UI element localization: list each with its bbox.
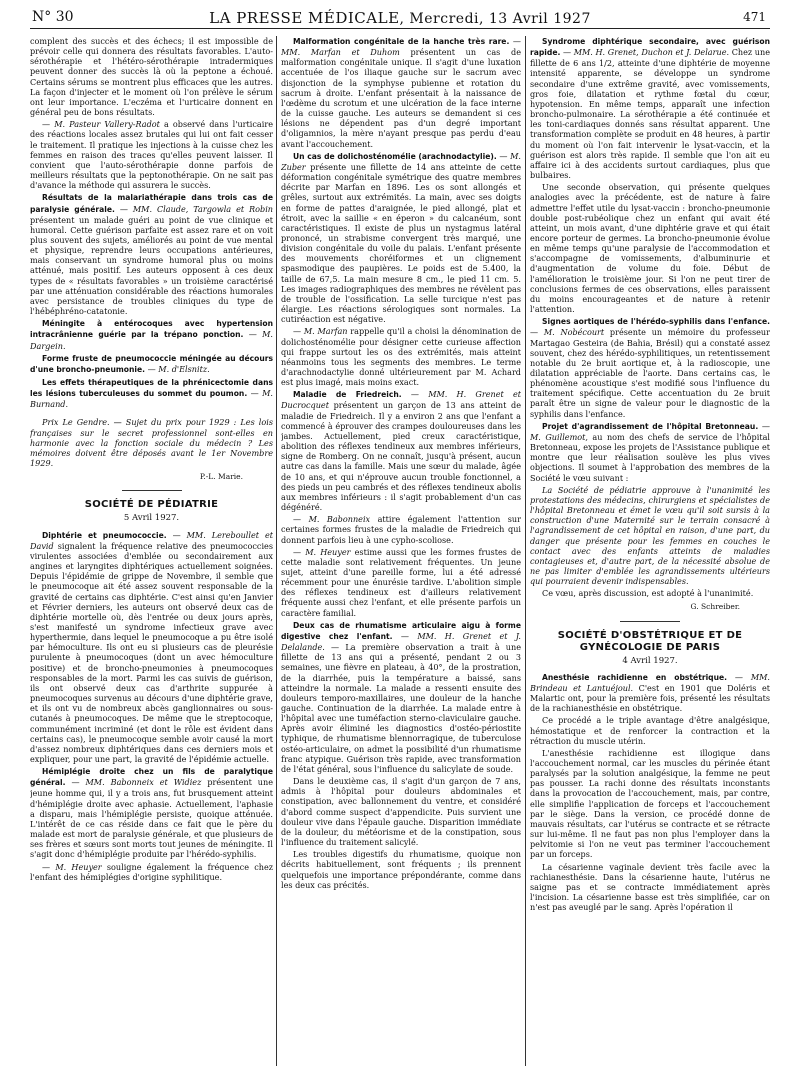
author: MM. Brindeau et Lantuéjoul. [530,671,770,693]
resolution-text: La Société de pédiatrie approuve à l'unanimité les protestations des médecins, chirurgiens et spécialistes de l'hôpital Bretonneau et émet le vœu qu'il soit sursis à la construction d'une Maternité sur le terrain consacré à l'agrandissement de cet hôpital en raison, d'une part, du danger que présente pour les femmes en couches le contact avec des enfants atteints de maladies contagieuses et, d'autre part, de la nécessité absolue de ne pas limiter d'emblée les agrandissements ultérieurs qui pourraient devenir indispensables. [530,484,770,587]
author: M. Nobécourt [543,327,605,338]
article-heading: Un cas de dolichosténomélie (arachnodactylie). [293,151,497,161]
paragraph: Un cas de dolichosténomélie (arachnodactylie). — M. Zuber présente une fillette de 14 ans atteinte de cette déformation congénitale symétrique des quatre membres décrite par Marfan en 1896. Les os sont allongés et grêles, surtout aux extrémités. La main, avec ses doigts en forme de pattes d'araignée, le pied allongé, plat et étroit, avec la saillie « en éperon » du calcanéum, sont caractéristiques. Il existe de plus un nystagmus latéral prononcé, un strabisme convergent très marqué, une division congénitale du voile du palais. L'enfant présente des mouvements choréiformes et un clignement spasmodique des paupières. Le poids est de 5.400, la taille de 67,5. La main mesure 8 cm., le pied 11 cm. 5. Les images radiographiques des membres ne révèlent pas de trouble de l'ossification. La selle turcique n'est pas élargie. Les réactions sérologiques sont normales. La cutiréaction est négative. [281,150,521,325]
paragraph-text: signalent la fréquence relative des pneumococcies virulentes associées d'emblée ou secondairement aux angines et laryngites diphtériques actuellement soignées. Depuis l'épidémie de grippe de Novembre, il semble que le pneumocoque ait été assez souvent responsable de la gravité de certains cas diphtérie. C'est ainsi qu'en Janvier et Février derniers, les auteurs ont observé deux cas de diphtérie mortelle où, dès l'entrée ou deux jours après, s'est manifesté un syndrome infectieux grave avec hyperthermie, dans lequel le pneumocoque a pu être isolé par hémoculture. Ils ont eu si plusieurs cas de pleurésie purulente à pneumocoques (dont un avec hémoculture positive) et de broncho-pneumonies à pneumocoques responsables de la mort. Parmi les cas suivis de guérison, ils ont observé deux cas d'arthrite suppurée à pneumocoques survenus au décours d'une diphtérie grave, et ils ont vu de nombreux abcès ganglionnaires ou sous-cutanés à pneumocoques. De même que le streptocoque, communément incriminé (et dont le rôle est évident dans certains cas), le pneumocoque semble avoir causé la mort d'assez nombreux diphtériques dans ces derniers mois et expliquer, pour une part, la gravité de l'épidémie actuelle. [30,540,273,764]
author: M. d'Elsnitz. [158,363,210,374]
paragraph-text: — La première observation a trait à une fillette de 13 ans qui a présenté, pendant 2 ou 3 semaines, une fièvre en plateau, à 40°, de la prostration, de la diarrhée, puis la température a baissé, sans atteindre la normale. La malade a ressenti ensuite des douleurs temporo-maxillaires, une douleur de la hanche gauche. Continuation de la diarrhée. La malade entre à l'hôpital avec une tuméfaction sterno-claviculaire gauche. Après avoir éliminé les diagnostics d'ostéo-périostite typhique, de rhumatisme blennorragique, de tuberculose ostéo-articulaire, on admet la possibilité d'un rhumatisme franc atypique. Guérison très rapide, avec transformation de l'état général, sous l'influence du salicylate de soude. [281,642,521,774]
article-heading: Méningite à entérocoques avec hypertension intracrânienne guérie par la trépano ponction. [30,319,273,340]
masthead [30,9,770,27]
paragraph: Diphtérie et pneumococcie. — MM. Lereboullet et David signalent la fréquence relative des pneumococcies virulentes associées d'emblée ou secondairement aux angines et laryngites diphtériques actuellement soignées. Depuis l'épidémie de grippe de Novembre, il semble que le pneumocoque ait été assez souvent responsable de la gravité de certains cas diphtérie. C'est ainsi qu'en Janvier et Février derniers, les auteurs ont observé deux cas de diphtérie mortelle où, dès l'entrée ou deux jours après, s'est manifesté un syndrome infectieux grave avec hyperthermie, dans lequel le pneumocoque a pu être isolé par hémoculture. Ils ont eu si plusieurs cas de pleurésie purulente à pneumocoques (dont un avec hémoculture positive) et de broncho-pneumonies à pneumocoques responsables de la mort. Parmi les cas suivis de guérison, ils ont observé deux cas d'arthrite suppurée à pneumocoques survenus au décours d'une diphtérie grave, et ils ont vu de nombreux abcès ganglionnaires ou sous-cutanés à pneumocoques. De même que le streptocoque, communément incriminé (et dont le rôle est évident dans certains cas), le pneumocoque semble avoir causé la mort d'assez nombreux diphtériques dans ces derniers mois et expliquer, pour une part, la gravité de l'épidémie actuelle. [30,529,273,764]
issue-date: , Mercredi, 13 Avril 1927 [399,11,591,27]
paragraph: Malformation congénitale de la hanche très rare. — MM. Marfan et Duhom présentent un cas de malformation congénitale unique. Il s'agit d'une luxation accentuée de l'os iliaque gauche sur le sacrum avec disjonction de la symphyse pubienne et rotation du sacrum à droite. L'enfant présentait à la naissance de l'œdème du scrotum et une ulcération de la face interne de la cuisse gauche. Les auteurs se demandent si ces lésions ne dépendent pas d'un degré important d'oligamnios, la mère n'ayant presque pas perdu d'eau avant l'accouchement. [281,36,521,149]
article-heading: Maladie de Friedreich. [293,390,402,400]
section-date: 4 Avril 1927. [622,655,678,666]
paragraph: L'anesthésie rachidienne est illogique dans l'accouchement normal, car les muscles du périnée étant paralysés par la solution analgésique, la femme ne peut pas pousser. La rachi donne des résultats inconstants dans la provocation de l'accouchement, mais, par contre, elle simplifie l'application de forceps et l'accouchement par le siège. Dans la version, ce procédé donne de mauvais résultats, car l'utérus se contracte et se rétracte sur lui-même. Il ne faut pas non plus l'employer dans la pelvitomie si l'on ne veut pas terminer l'accouchement par un forceps. [530,747,770,860]
author: M. Burnand. [30,388,273,410]
author: M. Marfan [303,326,348,337]
paragraph-text: présentent une jeune homme qui, il y a trois ans, fut brusquement atteint d'hémiplégie droite avec aphasie. Actuellement, l'aphasie a disparu, mais l'hémiplégie persiste, quoique atténuée. L'intérêt de ce cas réside dans ce fait que le père du malade est mort de paralysie générale, et que plusieurs de ses frères et sœurs sont morts tout jeunes de méningite. Il s'agit donc d'hémiplégie produite par l'hérédo-syphilis. [30,777,273,860]
column-3 [530,36,770,1072]
paragraph: La césarienne vaginale devient très facile avec la rachianesthésie. Dans la césarienne haute, l'utérus ne saigne pas et se contracte immédiatement après l'incision. La césarienne basse est très simplifiée, car on n'est pas aveuglé par le sang. Après l'opération il [530,861,770,913]
author: M. Babonneix [308,514,371,525]
author: M. Zuber [281,150,521,172]
paragraph-text: attire également l'attention sur certaines formes frustes de la maladie de Friedreich qui donnent parfois lieu à une cypho-scoliose. [281,514,521,545]
article-heading: Projet d'agrandissement de l'hôpital Bretonneau. [542,421,759,431]
paragraph: Signes aortiques de l'hérédo-syphilis dans l'enfance. — M. Nobécourt présente un mémoire du professeur Martagao Gesteira (de Bahia, Brésil) qui a constaté assez souvent, chez des hérédo-syphilitiques, un retentissement notable du 2e bruit aortique et, à la radioscopie, une dilatation appréciable de l'aorte. Dans certains cas, le phénomène acoustique s'est modifié sous l'influence du traitement spécifique. Cette accentuation du 2e bruit paraît être un signe de valeur pour le diagnostic de la syphilis dans l'enfance. [530,317,770,419]
paragraph-text: estime aussi que les formes frustes de cette maladie sont relativement fréquentes. Un jeune sujet, atteint d'une pareille forme, lui a été adressé récemment pour une énurésie tardive. L'abolition simple des réflexes tendineux est d'ailleurs relativement fréquente aussi chez l'enfant, et elle présente parfois un caractère familial. [281,546,521,618]
author: MM. Lereboullet et David [30,529,273,551]
divider [620,621,680,622]
article-heading: Forme fruste de pneumococcie méningée au décours d'une broncho-pneumonie. [30,353,273,374]
paragraph-text: — Sujet du prix pour 1929 : Les lois françaises sur le secret professionnel sont-elles en harmonie avec la fonction sociale du médecin ? Les mémoires doivent être déposés avant le 1er Novembre 1929. [30,417,273,469]
author: MM. Marfan et Duhom [281,47,400,58]
paragraph: Syndrome diphtérique secondaire, avec guérison rapide. — MM. H. Grenet, Duchon et J. Delarue. Chez une fillette de 6 ans 1/2, atteinte d'une diphtérie de moyenne intensité apparente, se développe un syndrome secondaire d'une extrême gravité, avec vomissements, gros foie, dilatation et rythme fœtal du cœur, hypotension. En même temps, apparaît une infection broncho-pulmonaire. La sérothérapie a été continuée et les toni-cardiaques donnés sans résultat apparent. Une transformation complète se produit en 48 heures, à partir du moment où l'on fait intervenir le lysat-vaccin, et la guérison est alors très rapide. Il semble que l'on ait eu affaire ici à des accidents surtout cardiaques, plus que bulbaires. [530,37,770,181]
paragraph: — M. Babonneix attire également l'attention sur certaines formes frustes de la maladie de Friedreich qui donnent parfois lieu à une cypho-scoliose. [281,514,521,545]
author: M. Dargein. [30,329,273,351]
author: MM. H. Grenet et Ducrocquet [281,389,521,411]
prize-name: Prix Le Gendre. [42,417,110,428]
paragraph: Maladie de Friedreich. — MM. H. Grenet et Ducrocquet présentent un garçon de 13 ans atteint de maladie de Friedreich. Il y a environ 2 ans que l'enfant a commencé à éprouver des crampes douloureuses dans les jambes. Actuellement, pied creux caractéristique, abolition des réflexes tendineux aux membres inférieurs, signe de Romberg. On ne connaît, jusqu'à présent, aucun autre cas dans la famille. Mais une sœur du malade, âgée de 10 ans, et qui n'éprouve aucun trouble fonctionnel, a des pieds un peu cambrés et des réflexes tendineux abolis aux membres inférieurs : il s'agit probablement d'un cas dégénéré. [281,389,521,513]
section-heading: SOCIÉTÉ DE PÉDIATRIE [84,499,219,511]
paragraph: Résultats de la malariathérapie dans trois cas de paralysie générale. — MM. Claude, Targowla et Robin présentent un malade guéri au point de vue clinique et humoral. Cette guérison parfaite est assez rare et on voit plus souvent des sujets, améliorés au point de vue mental et physique, reprendre leurs occupations antérieures, mais conservant un syndrome humoral plus ou moins atténué, mais positif. Les auteurs opposent à ces deux types de « résultats favorables » un troisième caractérisé par une atténuation considérable des réactions humorales avec persistance de troubles cliniques du type de l'hébéphréno-catatonie. [30,193,273,317]
paragraph: Méningite à entérocoques avec hypertension intracrânienne guérie par la trépano ponction. — M. Dargein. [30,319,273,351]
signature: G. Schreiber. [690,602,740,612]
page-header [30,6,770,29]
author: M. Pasteur Vallery-Radot [54,119,160,130]
paragraph: Ce vœu, après discussion, est adopté à l'unanimité. [542,588,754,599]
paragraph: Anesthésie rachidienne en obstétrique. — MM. Brindeau et Lantuéjoul. C'est en 1901 que Doléris et Malartic ont, pour la première fois, présenté les résultats de la rachianesthésie en obstétrique. [530,671,770,714]
column-2 [281,36,521,1072]
paragraph: Une seconde observation, qui présente quelques analogies avec la précédente, est de nature à faire admettre l'effet utile du lysat-vaccin : broncho-pneumonie double post-rubéolique chez un enfant qui avait été atteint, un mois avant, d'une diphtérie grave et qui était encore porteur de germes. La broncho-pneumonie évolue en même temps qu'une paralysie de l'accommodation et s'accompagne de vomissements, d'albuminurie et d'augmentation de volume du foie. Début de l'amélioration le troisième jour. Si l'on ne peut tirer de conclusions fermes de ces observations, elles paraissent du moins encourageantes et de nature à retenir l'attention. [530,182,770,315]
column-rule [276,36,277,1066]
author: M. Heuyer [55,861,102,872]
article-heading: Résultats de la malariathérapie dans trois cas de paralysie générale. [30,193,273,214]
paragraph: — M. Heuyer souligne également la fréquence chez l'enfant des hémiplégies d'origine syphilitique. [30,861,273,882]
article-heading: Deux cas de rhumatisme articulaire aigu à forme digestive chez l'enfant. [281,620,521,641]
author: MM. Babonneix et Widiez [85,777,202,788]
paragraph: Projet d'agrandissement de l'hôpital Bretonneau. — M. Guillemot, au nom des chefs de service de l'hôpital Bretonneau, expose les projets de l'Assistance publique et montre que leur réalisation soulève les plus vives objections. Il soumet à l'approbation des membres de la Société le vœu suivant : [530,420,770,483]
paragraph-text: présentent un garçon de 13 ans atteint de maladie de Friedreich. Il y a environ 2 ans que l'enfant a commencé à éprouver des crampes douloureuses dans les jambes. Actuellement, pied creux caractéristique, abolition des réflexes tendineux aux membres inférieurs, signe de Romberg. On ne connaît, jusqu'à présent, aucun autre cas dans la famille. Mais une sœur du malade, âgée de 10 ans, et qui n'éprouve aucun trouble fonctionnel, a des pieds un peu cambrés et des réflexes tendineux abolis aux membres inférieurs : il s'agit probablement d'un cas dégénéré. [281,400,521,513]
paragraph-text: a observé dans l'urticaire des réactions locales assez brutales qui lui ont fait cesser le traitement. Il pratique les injections à la cuisse chez les femmes en raison des traces qu'elles peuvent laisser. Il convient que l'auto-sérothérapie donne parfois de meilleurs résultats que la peptonothérapie. On ne sait pas d'avance la méthode qui assurera le succès. [30,119,273,191]
page-number: 471 [743,10,766,24]
column-rule [525,36,526,1066]
issue-number: N° 30 [32,9,74,25]
paragraph [30,417,273,468]
author: MM. H. Grenet et J. Delalande. [281,630,521,653]
article-heading: Les effets thérapeutiques de la phrénicectomie dans les lésions tuberculeuses du sommet du poumon. [30,378,273,399]
signature: P.-L. Marie. [199,472,243,482]
paragraph: Deux cas de rhumatisme articulaire aigu à forme digestive chez l'enfant. — MM. H. Grenet et J. Delalande. — La première observation a trait à une fillette de 13 ans qui a présenté, pendant 2 ou 3 semaines, une fièvre en plateau, à 40°, de la prostration, de la diarrhée, puis la température a baissé, sans atteindre la normale. La malade a ressenti ensuite des douleurs temporo-maxillaires, une douleur de la hanche gauche. Continuation de la diarrhée. La malade entre à l'hôpital avec une tuméfaction sterno-claviculaire gauche. Après avoir éliminé les diagnostics d'ostéo-périostite typhique, de rhumatisme blennorragique, de tuberculose ostéo-articulaire, on admet la possibilité d'un rhumatisme franc atypique. Guérison très rapide, avec transformation de l'état général, sous l'influence du salicylate de soude. [281,620,521,774]
paragraph-text: présentent un malade guéri au point de vue clinique et humoral. Cette guérison parfaite est assez rare et on voit plus souvent des sujets, améliorés au point de vue mental et physique, reprendre leurs occupations antérieures, mais conservant un syndrome humoral plus ou moins atténué, mais positif. Les auteurs opposent à ces deux types de « résultats favorables » un troisième caractérisé par une atténuation considérable des réactions humorales avec persistance de troubles cliniques du type de l'hébéphréno-catatonie. [30,214,273,317]
paragraph: Hémiplégie droite chez un fils de paralytique général. — MM. Babonneix et Widiez présentent une jeune homme qui, il y a trois ans, fut brusquement atteint d'hémiplégie droite avec aphasie. Actuellement, l'aphasie a disparu, mais l'hémiplégie persiste, quoique atténuée. L'intérêt de ce cas réside dans ce fait que le père du malade est mort de paralysie générale, et que plusieurs de ses frères et sœurs sont morts tout jeunes de méningite. Il s'agit donc d'hémiplégie produite par l'hérédo-syphilis. [30,767,273,860]
article-heading: Hémiplégie droite chez un fils de paralytique général. [30,767,273,788]
journal-title: LA PRESSE MÉDICALE [209,9,400,27]
author: MM. H. Grenet, Duchon et J. Delarue. [573,47,730,58]
paragraph: Forme fruste de pneumococcie méningée au décours d'une broncho-pneumonie. — M. d'Elsnitz. [30,353,273,374]
article-heading: Syndrome diphtérique secondaire, avec guérison rapide. [530,37,770,58]
divider [122,490,182,491]
article-heading: Diphtérie et pneumococcie. [42,530,167,540]
paragraph-text: présentent un cas de malformation congénitale unique. Il s'agit d'une luxation accentuée de l'os iliaque gauche sur le sacrum avec disjonction de la symphyse pubienne et rotation du sacrum à droite. L'enfant présentait à la naissance de l'œdème du scrotum et une ulcération de la face interne de la cuisse gauche. Les auteurs se demandent si ces lésions ne dépendent pas d'un degré important d'oligamnios, la mère n'ayant presque pas perdu d'eau avant l'accouchement. [281,47,521,149]
paragraph-text: présente une fillette de 14 ans atteinte de cette déformation congénitale symétrique des quatre membres décrite par Marfan en 1896. Les os sont allongés et grêles, surtout aux extrémités. La main, avec ses doigts en forme de pattes d'araignée, le pied allongé, plat et étroit, avec la saillie « en éperon » du calcanéum, sont caractéristiques. Il existe de plus un nystagmus latéral prononcé, un strabisme convergent très marqué, une division congénitale du voile du palais. L'enfant présente des mouvements choréiformes et un clignement spasmodique des paupières. Le poids est de 5.400, la taille de 67,5. La main mesure 8 cm., le pied 11 cm. 5. Les images radiographiques des membres ne révèlent pas de trouble de l'ossification. La selle turcique n'est pas élargie. Les réactions sérologiques sont normales. La cutiréaction est négative. [281,161,521,325]
paragraph-text: rappelle qu'il a choisi la dénomination de dolichosténomélie pour désigner cette curieuse affection qui frappe surtout les os des extrémités, mais atteint néanmoins tous les segments des membres. Le terme d'arachnodactylie donné ultérieurement par M. Achard est plus imagé, mais moins exact. [281,326,521,388]
paragraph-text: C'est en 1901 que Doléris et Malartic ont, pour la première fois, présenté les résultats de la rachianesthésie en obstétrique. [530,682,770,714]
paragraph: complent des succès et des échecs; il est impossible de prévoir celle qui donnera des résultats favorables. L'auto-sérothérapie et l'hétéro-sérothérapie intradermiques peuvent donner des succès là où la peptone a échoué. Certains sérums se montrent plus efficaces que les autres. La façon d'injecter et le moment où l'on prélève le sérum ont leur importance. L'eczéma et l'urticaire donnent en général peu de bons résultats. [30,36,273,118]
section-heading: SOCIÉTÉ D'OBSTÉTRIQUE ET DE GYNÉCOLOGIE DE PARIS [557,629,743,653]
author: M. Heuyer [305,546,351,557]
paragraph-text: présente un mémoire du professeur Martagao Gesteira (de Bahia, Brésil) qui a constaté assez souvent, chez des hérédo-syphilitiques, un retentissement notable du 2e bruit aortique et, à la radioscopie, une dilatation appréciable de l'aorte. Dans certains cas, le phénomène acoustique s'est modifié sous l'influence du traitement spécifique. Cette accentuation du 2e bruit paraît être un signe de valeur pour le diagnostic de la syphilis dans l'enfance. [530,327,770,419]
paragraph: — M. Marfan rappelle qu'il a choisi la dénomination de dolichosténomélie pour désigner cette curieuse affection qui frappe surtout les os des extrémités, mais atteint néanmoins tous les segments des membres. Le terme d'arachnodactylie donné ultérieurement par M. Achard est plus imagé, mais moins exact. [281,326,521,388]
article-heading: Signes aortiques de l'hérédo-syphilis dans l'enfance. [542,317,770,327]
paragraph: Les effets thérapeutiques de la phrénicectomie dans les lésions tuberculeuses du sommet du poumon. — M. Burnand. [30,378,273,410]
paragraph-text: souligne également la fréquence chez l'enfant des hémiplégies d'origine syphilitique. [30,861,273,882]
paragraph: — M. Heuyer estime aussi que les formes frustes de cette maladie sont relativement fréquentes. Un jeune sujet, atteint d'une pareille forme, lui a été adressé récemment pour une énurésie tardive. L'abolition simple des réflexes tendineux est d'ailleurs relativement fréquente aussi chez l'enfant, et elle présente parfois un caractère familial. [281,546,521,618]
author: M. Guillemot, [530,431,588,442]
article-heading: Malformation congénitale de la hanche très rare. [293,37,510,46]
paragraph: — M. Pasteur Vallery-Radot a observé dans l'urticaire des réactions locales assez brutales qui lui ont fait cesser le traitement. Il pratique les injections à la cuisse chez les femmes en raison des traces qu'elles peuvent laisser. Il convient que l'auto-sérothérapie donne parfois de meilleurs résultats que la peptonothérapie. On ne sait pas d'avance la méthode qui assurera le succès. [30,119,273,191]
paragraph-text: au nom des chefs de service de l'hôpital Bretonneau, expose les projets de l'Assistance publique et montre que leur réalisation soulève les plus vives objections. Il soumet à l'approbation des membres de la Société le vœu suivant : [530,431,770,483]
author: MM. Claude, Targowla et Robin [132,203,273,214]
column-1 [30,36,273,1072]
paragraph: Ce procédé a le triple avantage d'être analgésique, hémostatique et de renforcer la contraction et la rétraction du muscle utérin. [530,715,770,746]
paragraph: Les troubles digestifs du rhumatisme, quoique non décrits habituellement, sont fréquents ; ils prennent quelquefois une importance prépondérante, comme dans les deux cas précités. [281,849,521,890]
paragraph: Dans le deuxième cas, il s'agit d'un garçon de 7 ans, admis à l'hôpital pour douleurs abdominales et constipation, avec ballonnement du ventre, et considéré d'abord comme suspect d'appendicite. Puis survient une douleur vive dans l'épaule gauche. Disparition immédiate de la douleur, du météorisme et de la constipation, sous l'influence du traitement salicylé. [281,776,521,848]
section-date: 5 Avril 1927. [123,513,180,524]
article-heading: Anesthésie rachidienne en obstétrique. [542,672,728,682]
paragraph-text: Chez une fillette de 6 ans 1/2, atteinte d'une diphtérie de moyenne intensité apparente, se développe un syndrome secondaire d'une extrême gravité, avec vomissements, gros foie, dilatation et rythme fœtal du cœur, hypotension. En même temps, apparaît une infection broncho-pulmonaire. La sérothérapie a été continuée et les toni-cardiaques donnés sans résultat apparent. Une transformation complète se produit en 48 heures, à partir du moment où l'on fait intervenir le lysat-vaccin, et la guérison est alors très rapide. Il semble que l'on ait eu affaire ici à des accidents surtout cardiaques, plus que bulbaires. [530,47,770,181]
